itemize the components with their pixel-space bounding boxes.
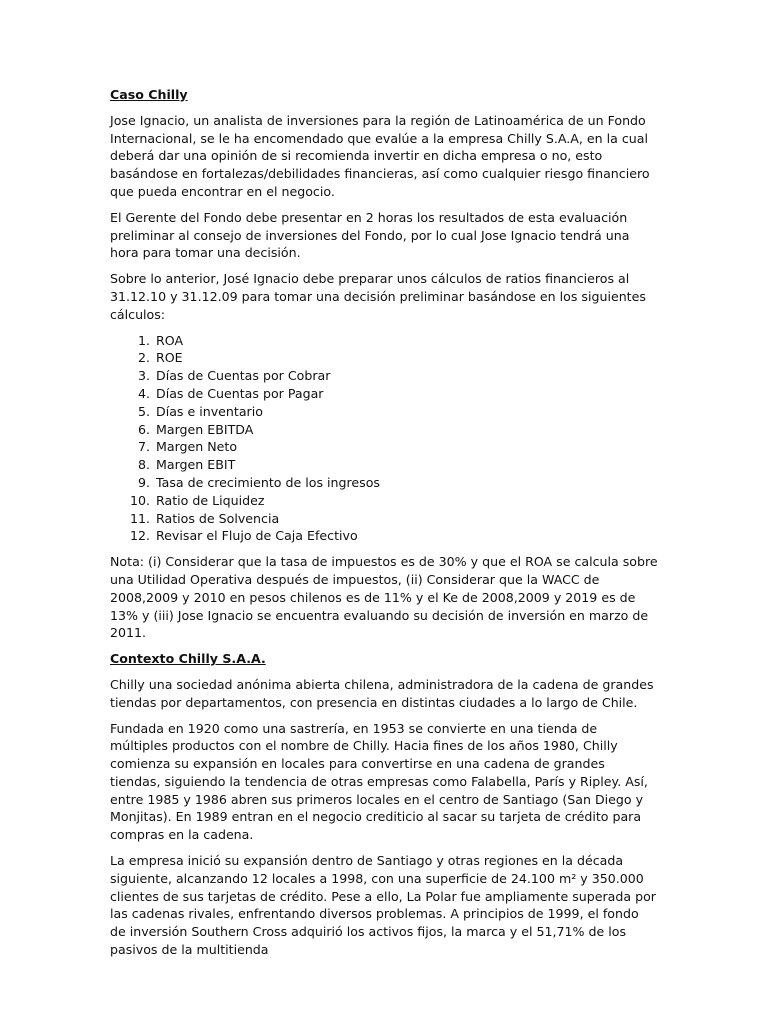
document-title: Caso Chilly bbox=[110, 87, 188, 102]
list-item-number: 6. bbox=[137, 421, 150, 437]
list-item bbox=[110, 403, 658, 421]
list-item-text: Margen Neto bbox=[156, 439, 238, 455]
list-item bbox=[110, 492, 658, 510]
list-item-number: 7. bbox=[137, 439, 150, 455]
list-item-text: ROE bbox=[156, 350, 183, 366]
intro-paragraph-1: Jose Ignacio, un analista de inversiones para la región de Latinoamérica de un Fondo Internacional, se le ha encomendado que evalúe a la empresa Chilly S.A.A, en la cual deberá dar una opinión de si recomienda invertir en dicha empresa o no, esto basándose en fortalezas/debilidades financieras, así como cualquier riesgo financiero que pueda encontrar en el negocio. bbox=[110, 112, 650, 199]
list-item bbox=[110, 510, 658, 528]
list-item bbox=[110, 367, 658, 385]
list-item-number: 1. bbox=[137, 332, 150, 348]
list-item-text: Días de Cuentas por Pagar bbox=[156, 385, 324, 401]
list-item-text: ROA bbox=[156, 332, 184, 348]
list-item-number: 5. bbox=[137, 403, 150, 419]
list-item-text: Ratio de Liquidez bbox=[156, 492, 265, 508]
list-item-number: 4. bbox=[137, 385, 150, 401]
context-paragraph-1: Chilly una sociedad anónima abierta chilena, administradora de la cadena de grandes tiendas por departamentos, con presencia en distintas ciudades a lo largo de Chile. bbox=[110, 676, 654, 710]
intro-paragraph-2: El Gerente del Fondo debe presentar en 2 horas los resultados de esta evaluación preliminar al consejo de inversiones del Fondo, por lo cual Jose Ignacio tendrá una hora para tomar una decisión. bbox=[110, 209, 630, 261]
list-item bbox=[110, 438, 658, 456]
list-item-number: 12. bbox=[129, 528, 150, 544]
list-item-number: 9. bbox=[137, 474, 150, 490]
list-item bbox=[110, 456, 658, 474]
list-item bbox=[110, 332, 658, 350]
list-item bbox=[110, 474, 658, 492]
list-item-text: Margen EBITDA bbox=[156, 421, 254, 437]
list-item bbox=[110, 385, 658, 403]
list-item-text: Tasa de crecimiento de los ingresos bbox=[156, 474, 380, 490]
list-item-number: 11. bbox=[129, 510, 150, 526]
calculations-list bbox=[110, 332, 658, 546]
list-item-number: 8. bbox=[137, 457, 150, 473]
list-item-number: 10. bbox=[129, 492, 150, 508]
intro-paragraph-3: Sobre lo anterior, José Ignacio debe preparar unos cálculos de ratios financieros al 31.12.10 y 31.12.09 para tomar una decisión preliminar basándose en los siguientes cálculos: bbox=[110, 271, 646, 322]
list-item bbox=[110, 349, 658, 367]
list-item-number: 2. bbox=[137, 350, 150, 366]
context-heading: Contexto Chilly S.A.A. bbox=[110, 651, 266, 667]
list-item-text: Margen EBIT bbox=[156, 457, 236, 473]
list-item-number: 3. bbox=[137, 368, 150, 384]
list-item bbox=[110, 421, 658, 439]
list-item bbox=[110, 527, 658, 545]
note-paragraph: Nota: (i) Considerar que la tasa de impuestos es de 30% y que el ROA se calcula sobre una Utilidad Operativa después de impuestos, (ii) Considerar que la WACC de 2008,2009 y 2010 en pesos chilenos es de 11% y el Ke de 2008,2009 y 2019 es de 13% y (iii) Jose Ignacio se encuentra evaluando su decisión de inversión en marzo de 2011. bbox=[110, 554, 658, 641]
list-item-text: Revisar el Flujo de Caja Efectivo bbox=[156, 528, 358, 544]
context-paragraph-2: Fundada en 1920 como una sastrería, en 1953 se convierte en una tienda de múltiples productos con el nombre de Chilly. Hacia fines de los años 1980, Chilly comienza su expansión en locales para convertirse en una cadena de grandes tiendas, siguiendo la tendencia de otras empresas como Falabella, París y Ripley. Así, entre 1985 y 1986 abren sus primeros locales en el centro de Santiago (San Diego y Monjitas). En 1989 entran en el negocio crediticio al sacar su tarjeta de crédito para compras en la cadena. bbox=[110, 720, 648, 843]
list-item-text: Días e inventario bbox=[156, 403, 263, 419]
context-paragraph-3: La empresa inició su expansión dentro de Santiago y otras regiones en la década siguiente, alcanzando 12 locales a 1998, con una superficie de 24.100 m² y 350.000 clientes de sus tarjetas de crédito. Pese a ello, La Polar fue ampliamente superada por las cadenas rivales, enfrentando diversos problemas. A principios de 1999, el fondo de inversión Southern Cross adquirió los activos fijos, la marca y el 51,71% de los pasivos de la multitienda bbox=[110, 853, 656, 958]
document-page bbox=[110, 86, 658, 967]
list-item-text: Días de Cuentas por Cobrar bbox=[156, 368, 331, 384]
list-item-text: Ratios de Solvencia bbox=[156, 510, 280, 526]
